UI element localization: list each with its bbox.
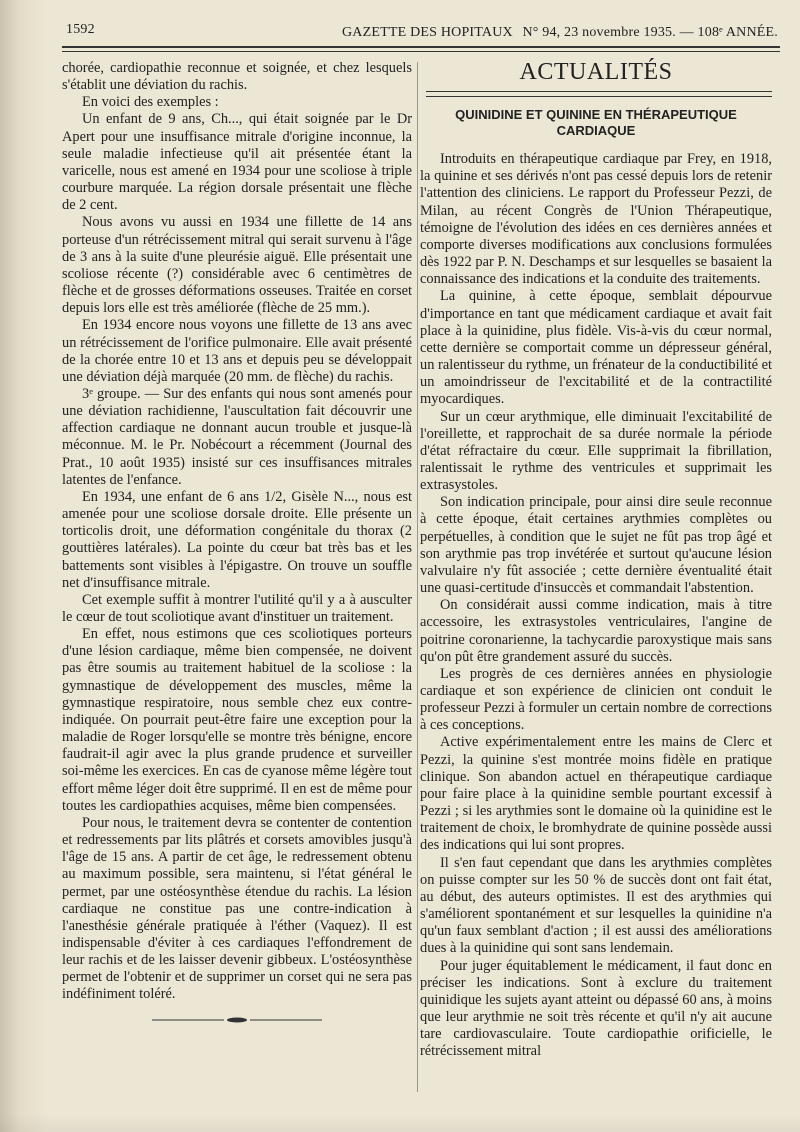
article-title: QUINIDINE ET QUININE EN THÉRAPEUTIQUE CARDIAQUE <box>455 107 737 139</box>
paragraph: Pour nous, le traitement devra se contenter de contention et redressements par lits plâtrés et corsets amovibles jusqu'à l'âge de 15 ans. A partir de cet âge, le redressement obtenu au maximum possible, sera maintenu, si l'état général le permet, par une ostéosynthèse étendue du rachis. La lésion cardiaque ne constitue pas une contre-indication à l'anesthésie générale pratiquée à l'éther (Vaquez). Il est indispensable d'éviter à ces cardiaques l'effondrement de leur rachis et de les laisser devenir gibbeux. L'ostéosynthèse permet de l'obtenir et de supprimer un corset qui ne sera pas indéfiniment toléré. <box>62 814 412 1003</box>
left-column <box>62 60 412 1024</box>
section-rule <box>426 91 772 97</box>
page-number: 1592 <box>66 22 95 37</box>
right-column-body <box>420 151 772 1060</box>
paragraph: 3ᵉ groupe. — Sur des enfants qui nous sont amenés pour une déviation rachidienne, l'auscultation fait découvrir une affection cardiaque ne donnant aucun trouble et jusque-là méconnue. M. le Pr. Nobécourt a récemment (Journal des Prat., 10 août 1935) insisté sur ces insuffisances mitrales latentes de l'enfance. <box>62 385 412 488</box>
left-column-body <box>62 60 412 1004</box>
paragraph: En voici des exemples : <box>82 94 219 111</box>
page-bottom-shade <box>0 1114 800 1132</box>
paragraph: Introduits en thérapeutique cardiaque par Frey, en 1918, la quinine et ses dérivés n'ont pas cessé depuis lors de retenir l'attention des cliniciens. Le rapport du Professeur Pezzi, de Milan, au récent Congrès de l'Union Thérapeutique, témoigne de l'évolution des idées en ces dernières années et comporte diverses modifications aux conclusions formulées dès 1922 par P. N. Deschamps et sur lesquelles se basaient la connaissance des indications et la conduite des traitements. <box>420 151 772 288</box>
section-title: ACTUALITÉS <box>519 59 673 85</box>
journal-title: GAZETTE DES HOPITAUX <box>342 25 513 40</box>
paragraph: Active expérimentalement entre les mains de Clerc et Pezzi, la quinine s'est montrée moins fidèle en pratique clinique. Son abandon actuel en thérapeutique cardiaque pour faire place à la quinidine semble pourtant excessif à Pezzi ; si les arythmies sont le domaine où la quinidine est le traitement de choix, le bromhydrate de quinine possède aussi des indications qui lui sont propres. <box>420 734 772 854</box>
header-rule <box>62 46 780 52</box>
paragraph: Un enfant de 9 ans, Ch..., qui était soignée par le Dr Apert pour une insuffisance mitrale d'origine inconnue, la seule maladie infectieuse qu'il ait présentée étant la varicelle, nous est amené en 1934 pour une scoliose à triple courbure marquée. La région dorsale présentait une flèche de 2 cent. <box>62 111 412 214</box>
paragraph: Sur un cœur arythmique, elle diminuait l'excitabilité de l'oreillette, et rapprochait de sa durée normale la période d'état réfractaire du cœur. Elle supprimait la fibrillation, ralentissait le rythme des ventricules et supprimait les extrasystoles. <box>420 408 772 494</box>
right-column <box>420 60 772 1060</box>
paragraph: La quinine, à cette époque, semblait dépourvue d'importance en tant que médicament cardiaque et avait fait place à la quinidine, plus fidèle. Vis-à-vis du cœur normal, cette dernière se comportait comme un dépresseur général, un ralentisseur du rythme, un frénateur de la conductibilité et un amoindrisseur de l'excitabilité et de la contractilité myocardiques. <box>420 288 772 408</box>
paragraph: Nous avons vu aussi en 1934 une fillette de 14 ans porteuse d'un rétrécissement mitral qui serait survenu à l'âge de 3 ans à la suite d'une pleurésie aiguë. Elle présentait une scoliose récente (?) considérable avec 6 centimètres de flèche et de grosses déformations osseuses. Traitée en corset depuis lors elle est très améliorée (flèche de 25 mm.). <box>62 214 412 317</box>
page-header <box>66 22 778 46</box>
paragraph: Les progrès de ces dernières années en physiologie cardiaque et son expérience de clinicien ont conduit le professeur Pezzi à formuler un certain nombre de corrections à ces conceptions. <box>420 665 772 734</box>
paragraph: On considérait aussi comme indication, mais à titre accessoire, les extrasystoles ventriculaires, l'angine de poitrine coronarienne, la tachycardie paroxystique mais sans qu'on pût être grandement assuré du succès. <box>420 597 772 665</box>
paragraph: En effet, nous estimons que ces scoliotiques porteurs d'une lésion cardiaque, même bien compensée, ne doivent pas être soumis au traitement habituel de la scoliose : la gymnastique de développement des muscles, même la gymnastique respiratoire, nous semble chez eux contre-indiquée. On pourrait peut-être faire une exception pour la maladie de Roger lorsqu'elle se montre très bénigne, encore faudrait-il agir avec la plus grande prudence et surveiller soi-même les exercices. En cas de cyanose même légère tout effort même léger doit être supprimé. Il en est de même pour toutes les cardiopathies acquises, même bien compensées. <box>62 626 412 814</box>
paragraph: Il s'en faut cependant que dans les arythmies complètes on puisse compter sur les 50 % de succès dont ont fait état, au début, des auteurs optimistes. Il est des arythmies qui s'améliorent spontanément et sur lesquelles la quinidine n'a qu'un faux semblant d'action ; il est aussi des améliorations dues à la quinidine qui sont sans lendemain. <box>420 854 772 957</box>
paragraph: Son indication principale, pour ainsi dire seule reconnue à cette époque, était certaines arythmies complètes ou perpétuelles, à condition que le sujet ne fût pas trop âgé et son arythmie pas trop invétérée et surtout qu'aucune lésion valvulaire n'y fût associée ; cette dernière éventualité était une quasi-certitude d'insuccès et commandait l'abstention. <box>420 494 772 597</box>
issue-info: N° 94, 23 novembre 1935. — 108ᵉ ANNÉE. <box>522 25 778 40</box>
column-divider <box>417 62 418 1092</box>
end-of-article-ornament <box>152 1016 322 1024</box>
paragraph: Cet exemple suffit à montrer l'utilité qu'il y a à ausculter le cœur de tout scoliotique avant d'instituer un traitement. <box>62 591 412 625</box>
paragraph: En 1934, une enfant de 6 ans 1/2, Gisèle N..., nous est amenée pour une scoliose dorsale droite. Elle présente un torticolis droit, une déformation congénitale du thorax (2 gouttières latérales). La pointe du cœur bat très bas et les battements sont visibles à l'épigastre. On trouve un souffle net d'insuffisance mitrale. <box>62 488 412 591</box>
paragraph: Pour juger équitablement le médicament, il faut donc en préciser les indications. Sont à exclure du traitement quinidique les sujets ayant atteint ou dépassé 60 ans, à moins que leur arythmie ne soit très récente et qu'il n'y ait aucune tare cardiovasculaire. Toute cardiopathie orificielle, le rétrécissement mitral <box>420 957 772 1060</box>
paragraph: chorée, cardiopathie reconnue et soignée, et chez lesquels s'établit une déviation du rachis. <box>62 60 412 94</box>
paragraph: En 1934 encore nous voyons une fillette de 13 ans avec un rétrécissement de l'orifice pulmonaire. Elle avait présenté de la chorée entre 10 et 13 ans et depuis peu se développait une déviation déjà marquée (20 mm. de flèche) du rachis. <box>62 317 412 385</box>
